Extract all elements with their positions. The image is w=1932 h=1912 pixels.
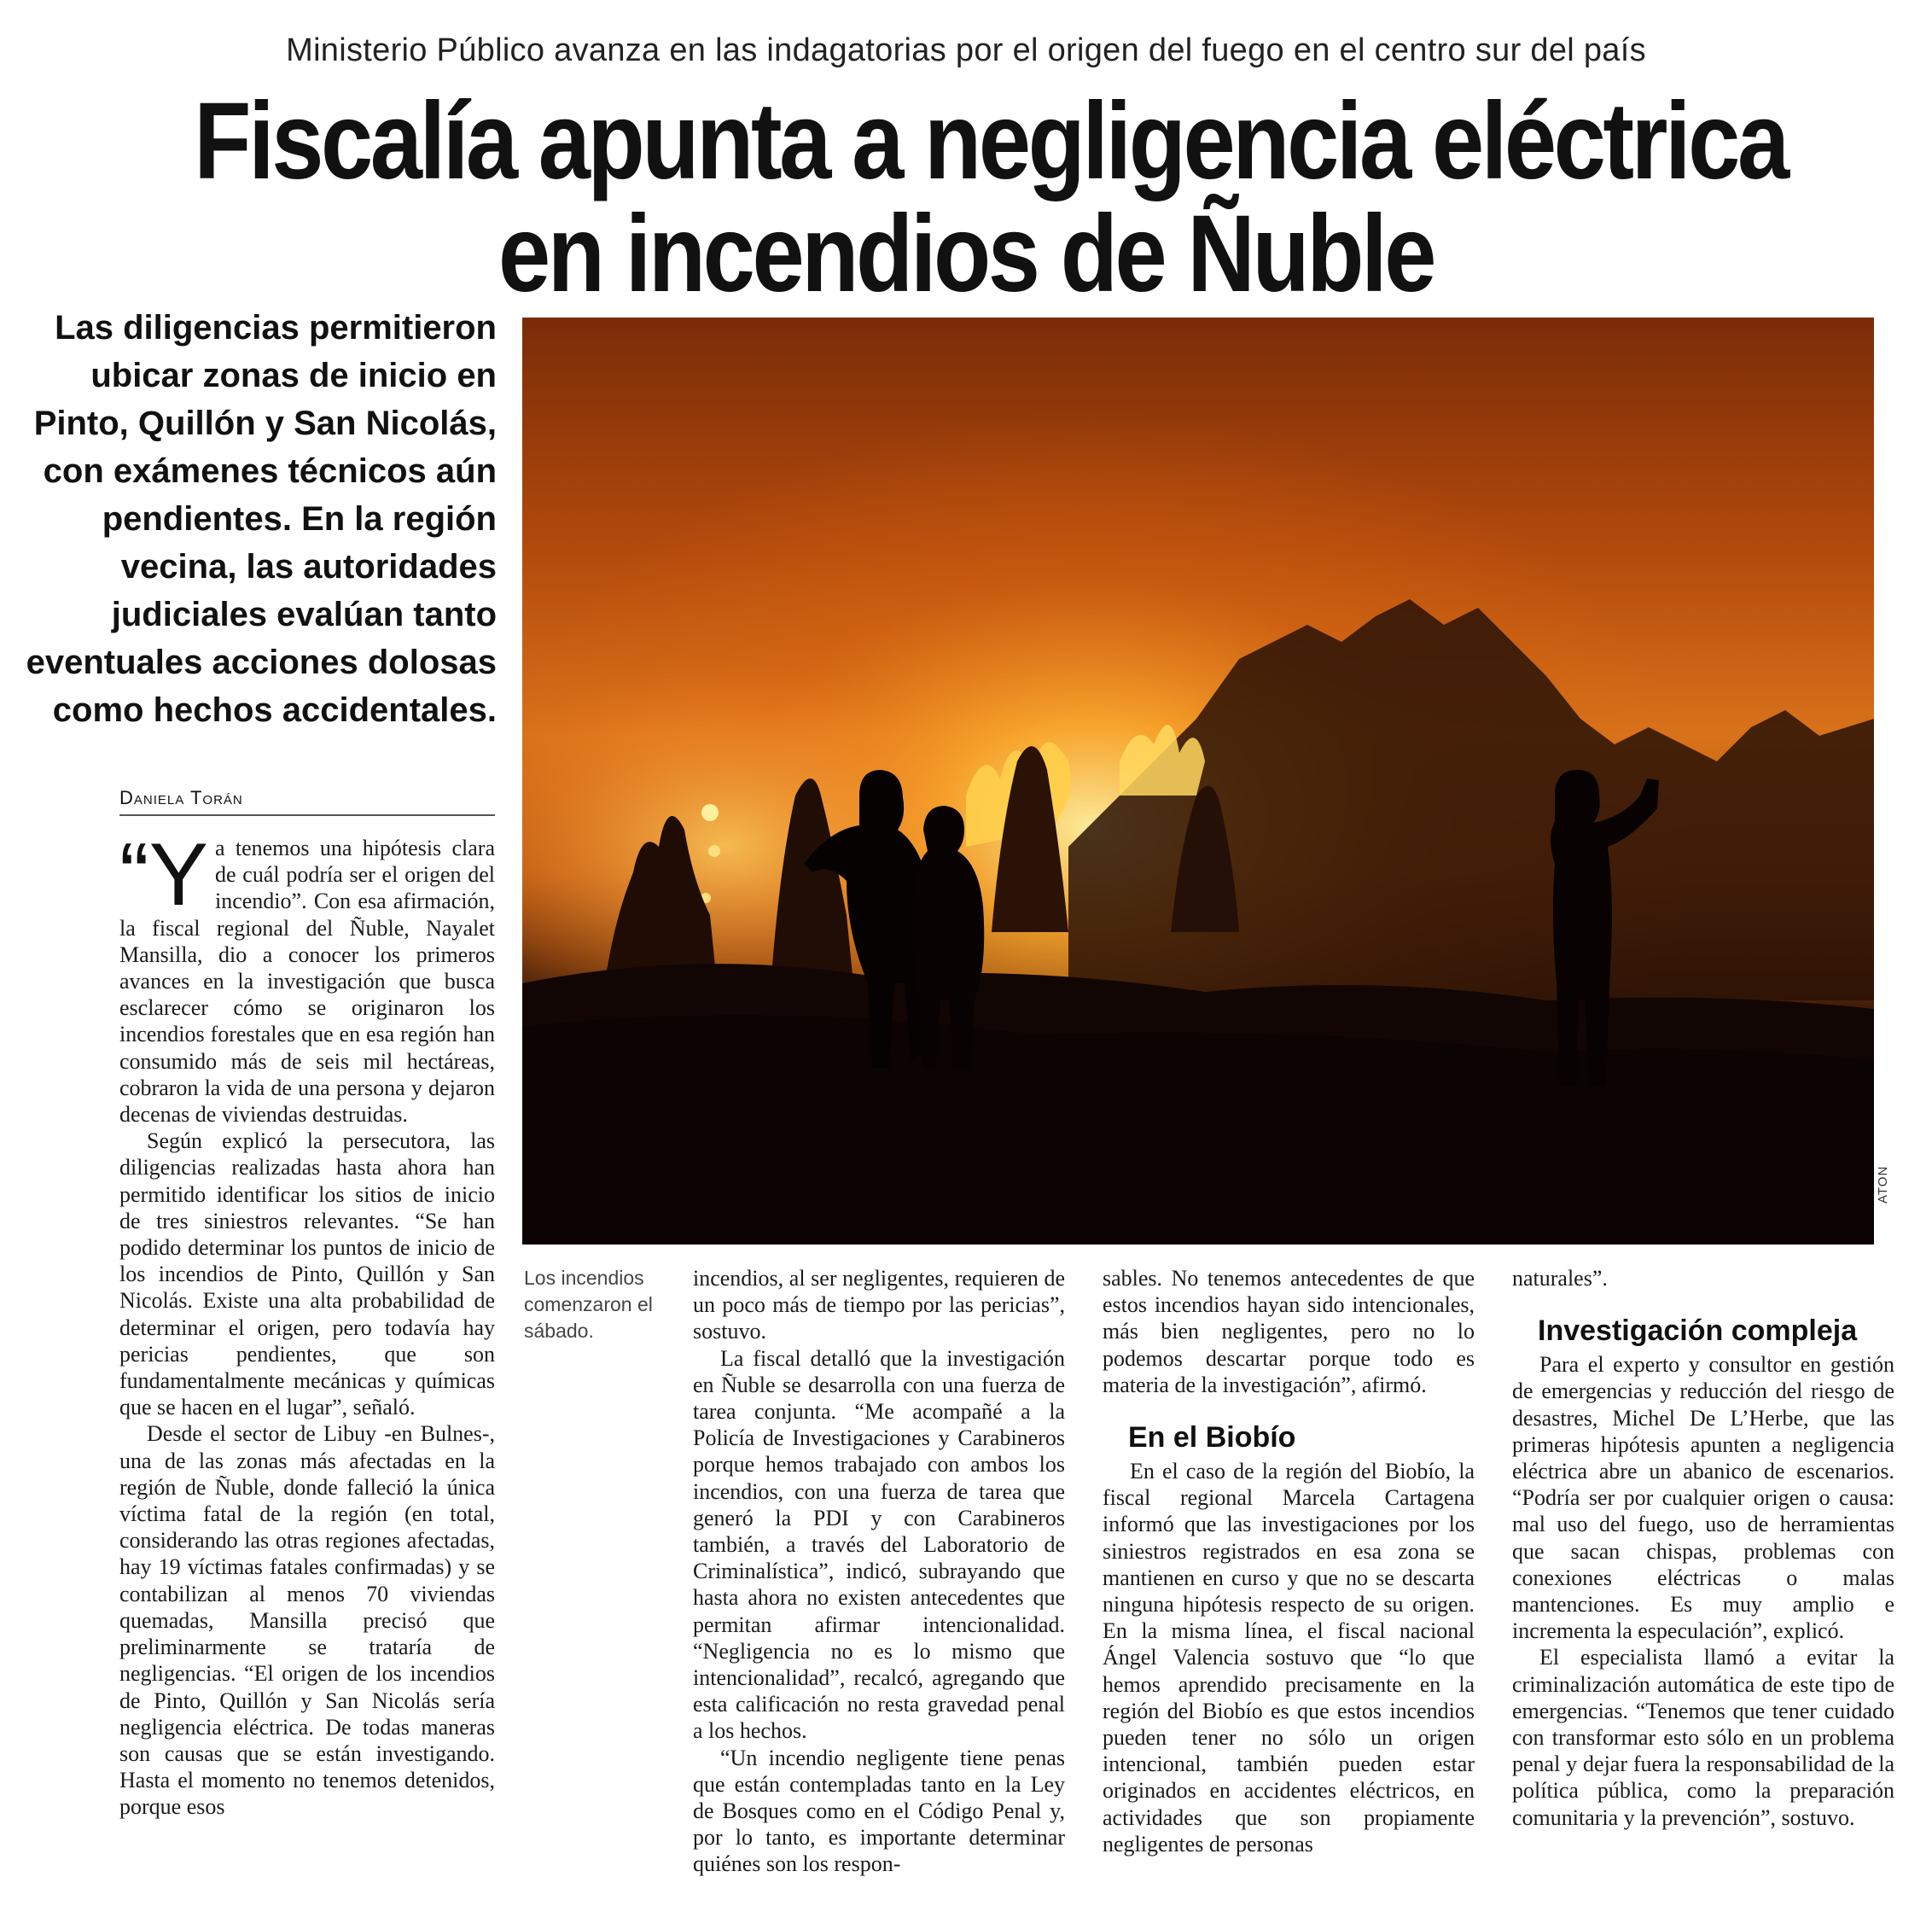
article-paragraph: La fiscal detalló que la investigación en Ñuble se desarrolla con una fuerza de tarea conjunta. “Me acompañé a la Policía de Investigaciones y Carabineros porque hemos trabajado con ambos los incendios, con una fuerza de tarea que generó la PDI y con Carabineros también, a través del Laboratorio de Criminalística”, indicó, subrayando que hasta ahora no existen antecedentes que permitan afirmar intencionalidad. “Negligencia no es lo mismo que intencionalidad”, recalcó, agregando que esta calificación no resta gravedad penal a los hechos. <box>693 1345 1065 1744</box>
article-column-3 <box>1103 1265 1475 1857</box>
article-paragraph: incendios, al ser negligentes, requieren de un poco más de tiempo por las pericias”, sostuvo. <box>693 1266 1065 1344</box>
section-subhead: En el Biobío <box>1128 1421 1296 1454</box>
headline-line-2: en incendios de Ñuble <box>498 193 1434 315</box>
headline-line-1: Fiscalía apunta a negligencia eléctrica <box>194 80 1787 202</box>
byline: Daniela Torán <box>119 787 495 816</box>
article-paragraph: Según explicó la persecutora, las diligencias realizadas hasta ahora han permitido identificar los sitios de inicio de tres siniestros relevantes. “Se han podido determinar los puntos de inicio de los incendios de Pinto, Quillón y San Nicolás. Existe una alta probabilidad de determinar el origen, pero todavía hay pericias pendientes, que son fundamentalmente mecánicas y químicas que se hacen en el lugar”, señaló. <box>119 1128 495 1420</box>
headline <box>194 80 1787 315</box>
article-paragraph: “Ya tenemos una hipótesis clara de cuál podría ser el origen del incendio”. Con esa afirmación, la fiscal regional del Ñuble, Nayalet Mansilla, dio a conocer los primeros avances en la investigación que busca esclarecer cómo se originaron los incendios forestales que en esa región han consumido más de seis mil hectáreas, cobraron la vida de una persona y dejaron decenas de viviendas destruidas. <box>119 825 495 1128</box>
article-column-4 <box>1512 1265 1894 1831</box>
photo-credit: ATON <box>1876 1165 1890 1204</box>
article-paragraph: Para el experto y consultor en gestión de emergencias y reducción del riesgo de desastres, Michel De L’Herbe, que las primeras hipótesis apunten a negligencia eléctrica abre un abanico de escenarios. “Podría ser por cualquier origen o causa: mal uso del fuego, uso de herramientas que sacan chispas, problemas con conexiones eléctricas o malas mantenciones. Es muy amplio e incrementa la especulación”, explicó. <box>1512 1352 1894 1644</box>
wildfire-photo <box>522 318 1874 1245</box>
kicker: Ministerio Público avanza en las indagatorias por el origen del fuego en el centro sur del país <box>286 32 1646 68</box>
article-column-1 <box>119 825 495 1821</box>
article-paragraph: En el caso de la región del Biobío, la fiscal regional Marcela Cartagena informó que las investigaciones por los siniestros registrados en esa zona se mantienen en curso y que no se descarta ninguna hipótesis respecto de su origen. En la misma línea, el fiscal nacional Ángel Valencia sostuvo que “lo que hemos aprendido precisamente en la región del Biobío es que estos incendios pueden tener no sólo un origen intencional, también pueden estar originados en accidentes eléctricos, en actividades que son propiamente negligentes de personas <box>1103 1459 1475 1857</box>
section-subhead: Investigación compleja <box>1538 1314 1858 1348</box>
article-paragraph: naturales”. <box>1512 1266 1608 1291</box>
photo-caption: Los incendios comenzaron el sábado. <box>524 1267 653 1342</box>
article-paragraph: sables. No tenemos antecedentes de que estos incendios hayan sido intencionales, más bien negligentes, pero no lo podemos descartar porque todo es materia de la investigación”, afirmó. <box>1103 1266 1475 1397</box>
article-paragraph: “Un incendio negligente tiene penas que están contempladas tanto en la Ley de Bosques como en el Código Penal y, por lo tanto, es importante determinar quiénes son los respon- <box>693 1745 1065 1877</box>
article-paragraph: Desde el sector de Libuy -en Bulnes-, una de las zonas más afectadas en la región de Ñuble, donde falleció la única víctima fatal de la región (en total, considerando las otras regiones afectadas, hay 19 víctimas fatales confirmadas) y se contabilizan al menos 70 viviendas quemadas, Mansilla precisó que preliminarmente se trataría de negligencias. “El origen de los incendios de Pinto, Quillón y San Nicolás sería negligencia eléctrica. De todas maneras son causas que se están investigando. Hasta el momento no tenemos detenidos, porque esos <box>119 1421 495 1820</box>
drop-cap: “Y <box>119 825 208 924</box>
lead-summary: Las diligencias permitieron ubicar zonas de inicio en Pinto, Quillón y San Nicolás, con exámenes técnicos aún pendientes. En la región vecina, las autoridades judiciales evalúan tanto eventuales acciones dolosas como hechos accidentales. <box>26 309 497 729</box>
article-paragraph: El especialista llamó a evitar la criminalización automática de este tipo de emergencias. “Tenemos que tener cuidado con transformar esto sólo en un problema penal y dejar fuera la responsabilidad de la política pública, como la preparación comunitaria y la prevención”, sostuvo. <box>1512 1645 1894 1830</box>
article-column-2 <box>693 1265 1065 1878</box>
